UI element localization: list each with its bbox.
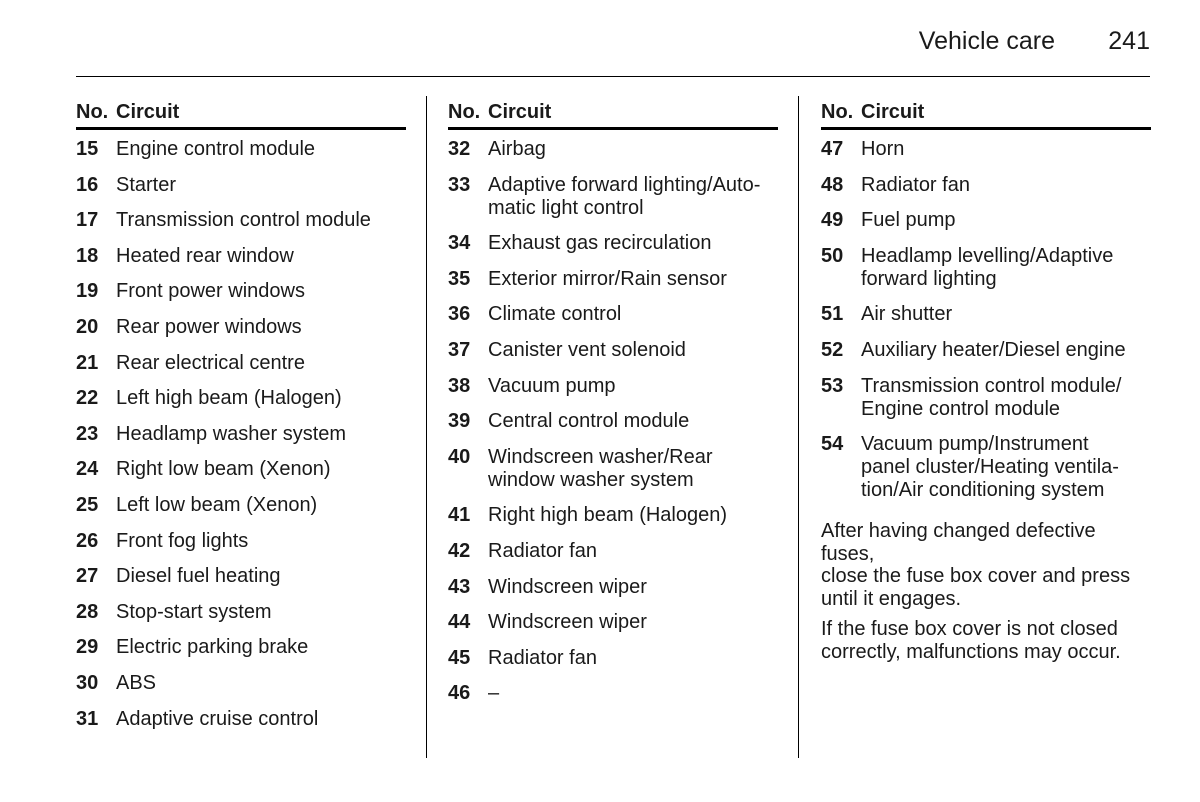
circuit-name: Right low beam (Xenon) xyxy=(116,458,331,481)
header-circuit: Circuit xyxy=(488,101,552,123)
table-row xyxy=(448,446,778,492)
table-row xyxy=(76,209,406,232)
table-header xyxy=(76,100,406,130)
fuse-number: 42 xyxy=(448,539,471,562)
fuse-number: 50 xyxy=(821,244,844,267)
table-row xyxy=(76,245,406,268)
header-no: No. xyxy=(448,101,481,123)
fuse-number: 47 xyxy=(821,138,844,160)
table-row xyxy=(76,672,406,695)
fuse-number: 20 xyxy=(76,315,99,338)
circuit-name: Stop-start system xyxy=(116,600,272,623)
table-row xyxy=(76,458,406,481)
fuse-number: 29 xyxy=(76,636,99,659)
table-row xyxy=(821,433,1151,502)
circuit-name: Central control module xyxy=(488,410,690,433)
circuit-name: Windscreen washer/Rear window washer system xyxy=(488,445,713,491)
fuse-number: 18 xyxy=(76,244,99,267)
table-row xyxy=(76,280,406,303)
fuse-number: 22 xyxy=(76,387,99,410)
table-row xyxy=(448,268,778,291)
table-row xyxy=(76,565,406,588)
circuit-name: Climate control xyxy=(488,303,622,326)
circuit-name: Windscreen wiper xyxy=(488,611,647,634)
note-paragraph: If the fuse box cover is not closed correctly, malfunctions may occur. xyxy=(821,618,1121,663)
fuse-number: 23 xyxy=(76,422,99,445)
fuse-table-column-3 xyxy=(821,100,1151,671)
header-no: No. xyxy=(821,101,854,123)
fuse-number: 34 xyxy=(448,232,471,255)
circuit-name: Headlamp levelling/Adaptive forward lighting xyxy=(861,244,1114,290)
fuse-number: 53 xyxy=(821,374,844,397)
circuit-name: Transmission control module xyxy=(116,209,371,232)
circuit-name: Starter xyxy=(116,173,177,196)
column-divider xyxy=(426,96,427,758)
circuit-name: Rear electrical centre xyxy=(116,351,305,374)
fuse-number: 21 xyxy=(76,351,99,374)
circuit-name: Auxiliary heater/Diesel engine xyxy=(861,338,1126,361)
fuse-number: 36 xyxy=(448,303,471,326)
table-row xyxy=(76,494,406,517)
fuse-number: 38 xyxy=(448,374,471,397)
circuit-name: Left low beam (Xenon) xyxy=(116,493,318,516)
table-row xyxy=(821,209,1151,232)
fuse-number: 19 xyxy=(76,280,99,303)
circuit-name: Left high beam (Halogen) xyxy=(116,387,342,410)
table-row xyxy=(448,375,778,398)
circuit-name: Front fog lights xyxy=(116,529,249,552)
fuse-number: 39 xyxy=(448,410,471,433)
circuit-name: Radiator fan xyxy=(488,646,597,669)
circuit-name: Electric parking brake xyxy=(116,636,309,659)
circuit-name: Fuel pump xyxy=(861,209,956,232)
notes xyxy=(821,520,1151,663)
fuse-number: 26 xyxy=(76,529,99,552)
circuit-name: Exhaust gas recirculation xyxy=(488,232,712,255)
circuit-name: Windscreen wiper xyxy=(488,575,647,598)
fuse-number: 49 xyxy=(821,209,844,232)
column-divider xyxy=(798,96,799,758)
circuit-name: Air shutter xyxy=(861,303,953,326)
fuse-number: 45 xyxy=(448,646,471,669)
circuit-name: Engine control module xyxy=(116,138,316,160)
circuit-name: Canister vent solenoid xyxy=(488,338,686,361)
circuit-name: Vacuum pump/Instrument panel cluster/Heating ventila- tion/Air conditioning system xyxy=(861,433,1119,502)
circuit-name: Transmission control module/ Engine control module xyxy=(861,374,1122,420)
table-row xyxy=(448,682,778,705)
note-paragraph: After having changed defective fuses, close the fuse box cover and press until it engages. xyxy=(821,520,1131,610)
table-row xyxy=(76,138,406,161)
fuse-number: 51 xyxy=(821,303,844,326)
circuit-name: Adaptive forward lighting/Auto- matic light control xyxy=(488,173,761,219)
fuse-number: 31 xyxy=(76,707,99,730)
table-row xyxy=(76,708,406,731)
table-row xyxy=(448,232,778,255)
circuit-name: Diesel fuel heating xyxy=(116,565,281,588)
fuse-number: 15 xyxy=(76,138,99,160)
fuse-table-column-2 xyxy=(448,100,778,718)
circuit-name: Rear power windows xyxy=(116,315,302,338)
fuse-number: 32 xyxy=(448,138,471,160)
fuse-number: 41 xyxy=(448,504,471,527)
circuit-name: Radiator fan xyxy=(861,173,970,196)
table-row xyxy=(76,601,406,624)
fuse-number: 43 xyxy=(448,575,471,598)
circuit-name: Right high beam (Halogen) xyxy=(488,504,728,527)
circuit-name: Radiator fan xyxy=(488,539,597,562)
table-row xyxy=(76,387,406,410)
table-row xyxy=(448,611,778,634)
circuit-name: – xyxy=(488,682,500,705)
fuse-number: 28 xyxy=(76,600,99,623)
table-row xyxy=(448,647,778,670)
circuit-name: Front power windows xyxy=(116,280,305,303)
fuse-number: 37 xyxy=(448,338,471,361)
fuse-number: 17 xyxy=(76,209,99,232)
circuit-name: Adaptive cruise control xyxy=(116,707,319,730)
fuse-number: 46 xyxy=(448,682,471,705)
header-no: No. xyxy=(76,101,109,123)
table-row xyxy=(821,303,1151,326)
circuit-name: Heated rear window xyxy=(116,244,294,267)
fuse-number: 54 xyxy=(821,433,844,456)
table-row xyxy=(448,138,778,161)
circuit-name: Exterior mirror/Rain sensor xyxy=(488,267,727,290)
page-number: 241 xyxy=(1108,27,1150,55)
fuse-number: 35 xyxy=(448,267,471,290)
fuse-number: 16 xyxy=(76,173,99,196)
table-header xyxy=(448,100,778,130)
table-row xyxy=(448,540,778,563)
table-row xyxy=(821,339,1151,362)
table-row xyxy=(448,410,778,433)
fuse-number: 44 xyxy=(448,611,471,634)
table-row xyxy=(76,423,406,446)
circuit-name: Vacuum pump xyxy=(488,374,616,397)
circuit-name: Horn xyxy=(861,138,905,160)
circuit-name: Airbag xyxy=(488,138,546,160)
table-row xyxy=(821,375,1151,421)
section-title: Vehicle care xyxy=(918,27,1055,55)
fuse-number: 52 xyxy=(821,338,844,361)
table-row xyxy=(448,576,778,599)
table-row xyxy=(821,138,1151,161)
header-circuit: Circuit xyxy=(116,101,180,123)
table-row xyxy=(76,530,406,553)
fuse-table-column-1 xyxy=(76,100,406,743)
table-row xyxy=(76,316,406,339)
circuit-name: ABS xyxy=(116,671,157,694)
fuse-number: 25 xyxy=(76,493,99,516)
table-row xyxy=(448,303,778,326)
table-row xyxy=(76,636,406,659)
fuse-number: 48 xyxy=(821,173,844,196)
fuse-number: 30 xyxy=(76,671,99,694)
table-rows xyxy=(76,130,406,731)
fuse-number: 24 xyxy=(76,458,99,481)
fuse-number: 27 xyxy=(76,565,99,588)
table-rows xyxy=(821,130,1151,502)
table-row xyxy=(821,245,1151,291)
table-row xyxy=(76,352,406,375)
page-header xyxy=(76,24,1150,77)
circuit-name: Headlamp washer system xyxy=(116,422,347,445)
header-circuit: Circuit xyxy=(861,101,925,123)
table-row xyxy=(76,174,406,197)
fuse-number: 33 xyxy=(448,173,471,196)
table-row xyxy=(821,174,1151,197)
fuse-number: 40 xyxy=(448,445,471,468)
table-rows xyxy=(448,130,778,705)
table-header xyxy=(821,100,1151,130)
table-row xyxy=(448,174,778,220)
table-row xyxy=(448,504,778,527)
table-row xyxy=(448,339,778,362)
